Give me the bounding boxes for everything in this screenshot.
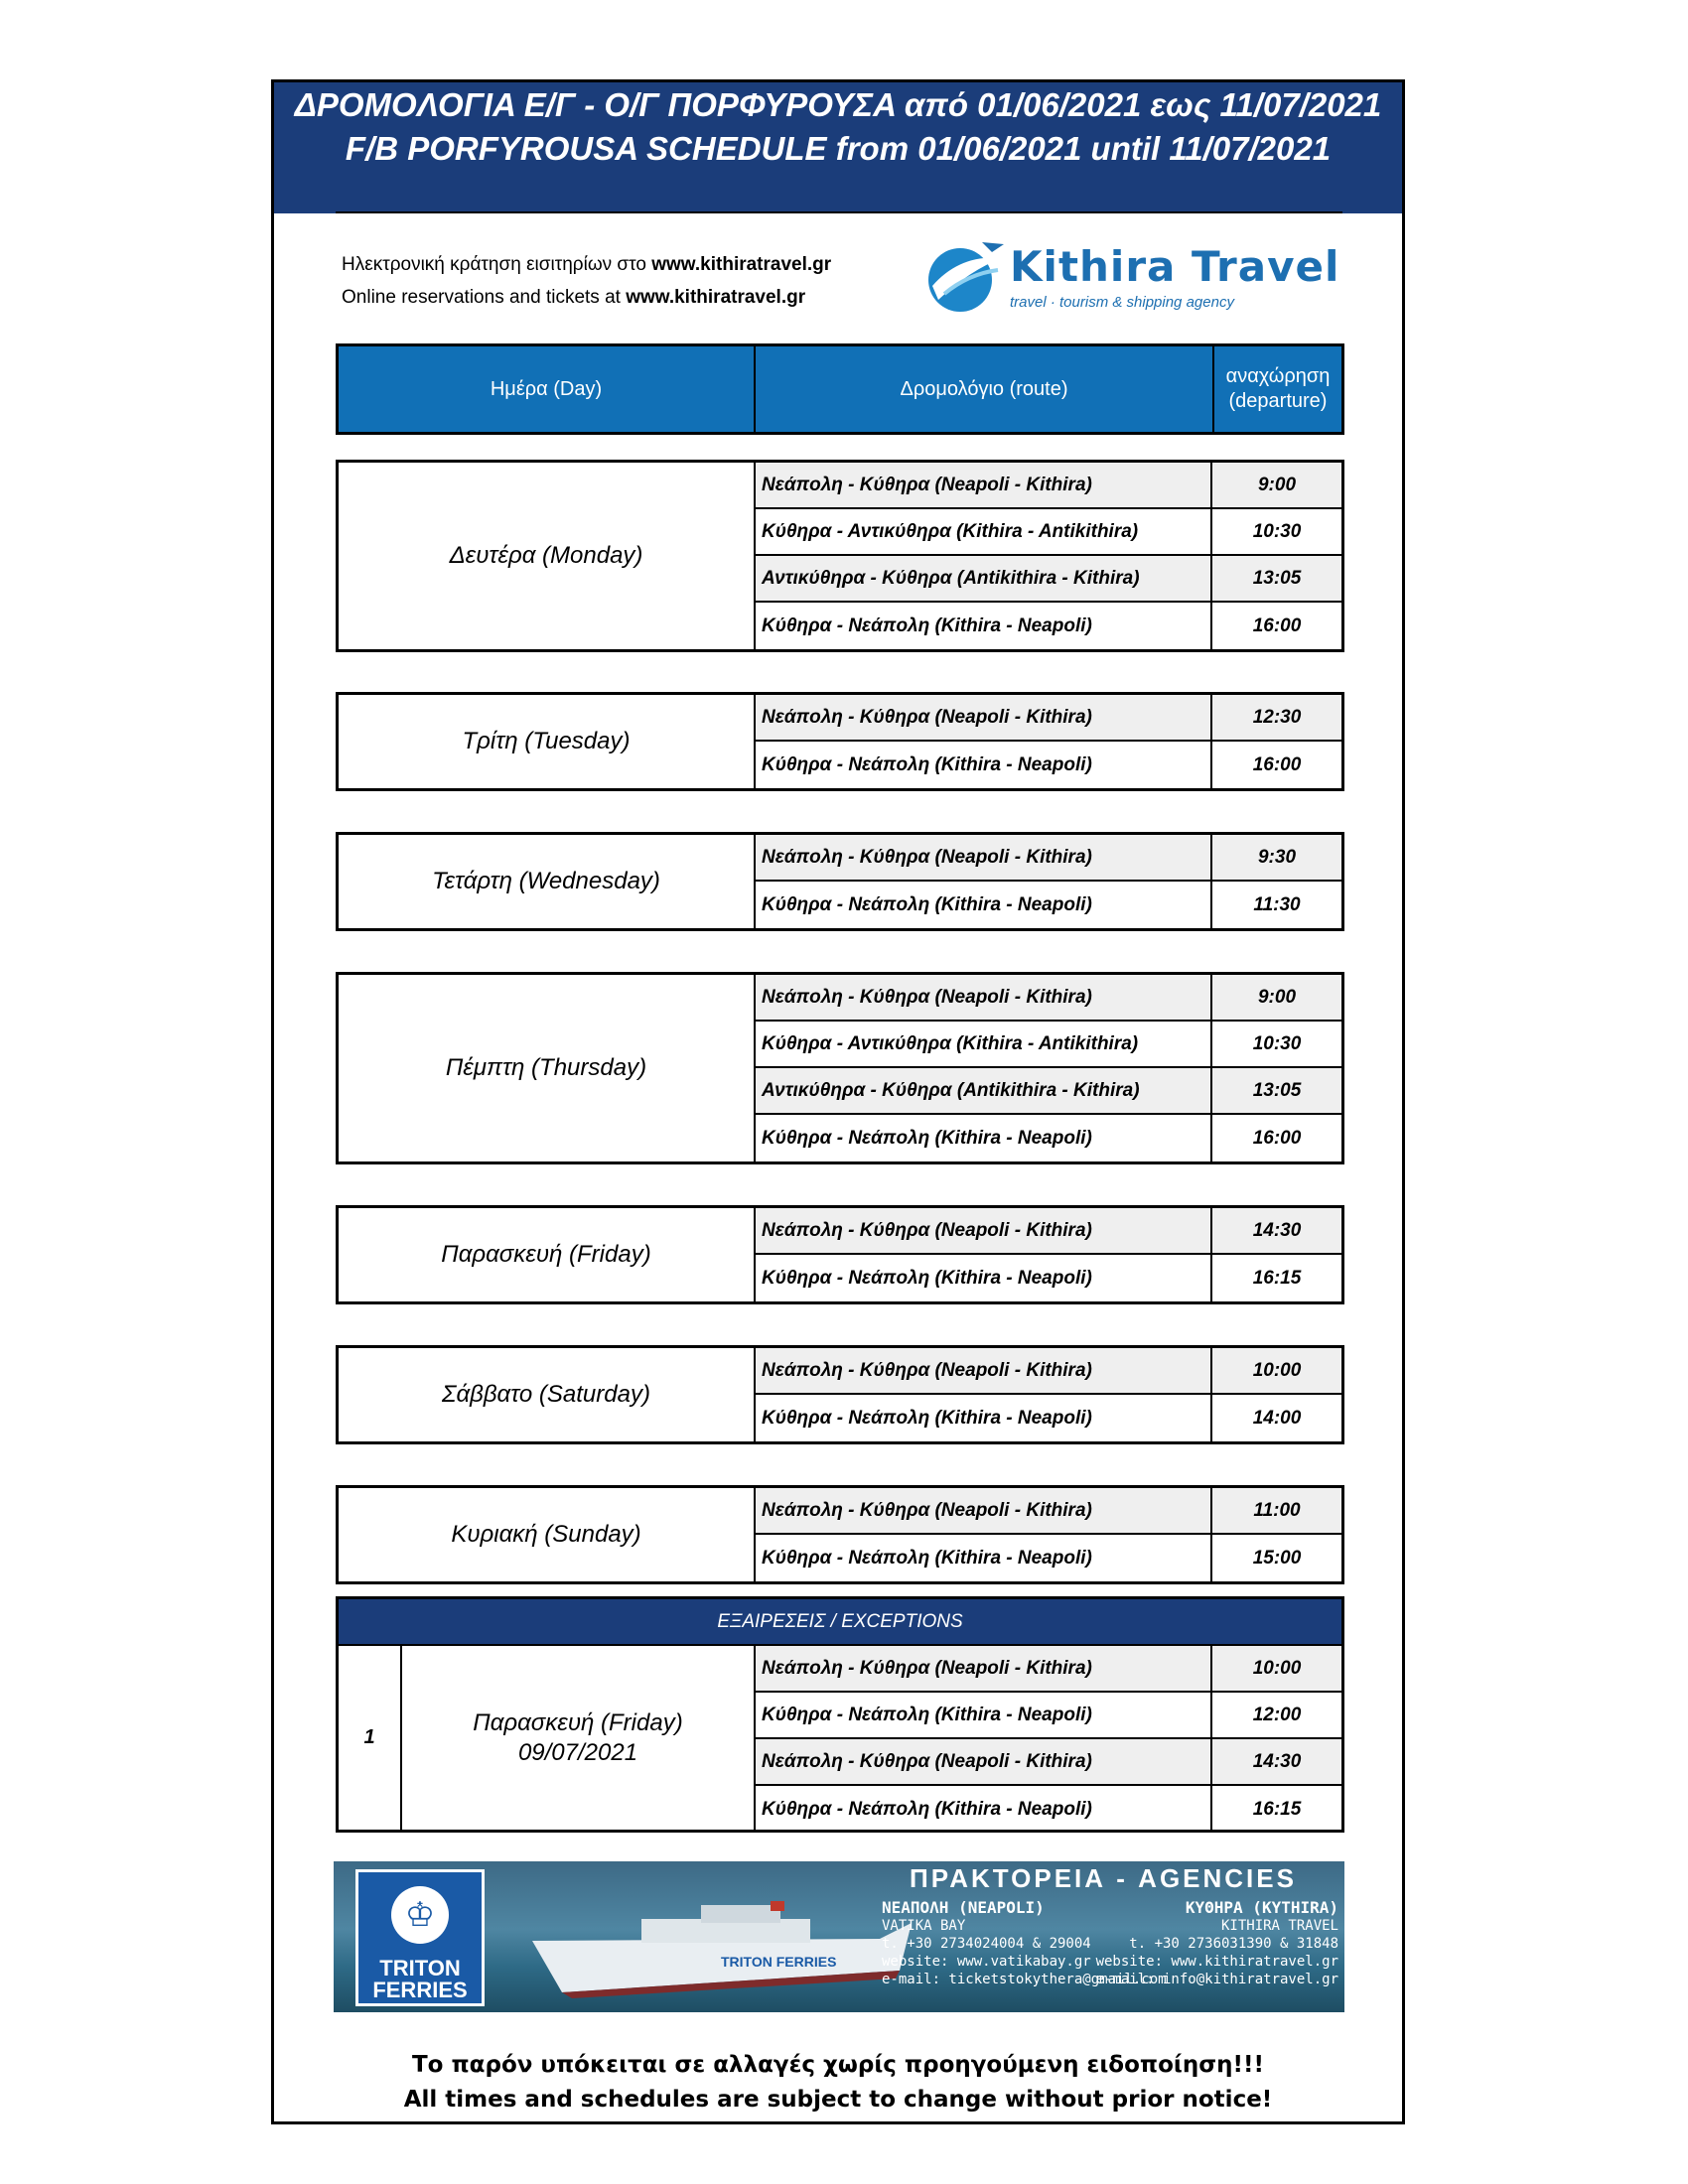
- table-row: Νεάπολη - Κύθηρα (Neapoli - Kithira) 9:00: [756, 463, 1341, 509]
- table-row: Κύθηρα - Νεάπολη (Kithira - Neapoli) 11:30: [756, 882, 1341, 928]
- day-name: Πέμπτη (Thursday): [339, 975, 756, 1161]
- exceptions-title: ΕΞΑΙΡΕΣΕΙΣ / EXCEPTIONS: [339, 1599, 1341, 1646]
- exception-day: Παρασκευή (Friday) 09/07/2021: [402, 1646, 756, 1830]
- table-header: [336, 343, 1344, 435]
- table-row: Κύθηρα - Αντικύθηρα (Kithira - Antikithira) 10:30: [756, 1022, 1341, 1068]
- day-name: Τετάρτη (Wednesday): [339, 835, 756, 928]
- agencies-title: ΠΡΑΚΤΟΡΕΙΑ - AGENCIES: [910, 1863, 1297, 1893]
- table-row: Κύθηρα - Νεάπολη (Kithira - Neapoli) 16:00: [756, 603, 1341, 649]
- day-name: Τρίτη (Tuesday): [339, 695, 756, 788]
- notice-greek: Το παρόν υπόκειται σε αλλαγές χωρίς προηγούμενη ειδοποίηση!!!: [411, 2052, 1264, 2078]
- column-day: Ημέρα (Day): [339, 346, 756, 432]
- table-row: Κύθηρα - Νεάπολη (Kithira - Neapoli) 12:00: [756, 1693, 1341, 1739]
- notice-english: All times and schedules are subject to change without prior notice!: [403, 2087, 1273, 2113]
- table-row: Κύθηρα - Νεάπολη (Kithira - Neapoli) 14:00: [756, 1395, 1341, 1441]
- day-name: Παρασκευή (Friday): [339, 1208, 756, 1301]
- table-row: Νεάπολη - Κύθηρα (Neapoli - Kithira) 10:00: [756, 1348, 1341, 1395]
- schedule-header: [274, 82, 1402, 213]
- brand-tagline: travel · tourism & shipping agency: [1010, 294, 1234, 311]
- table-row: Νεάπολη - Κύθηρα (Neapoli - Kithira) 11:00: [756, 1488, 1341, 1535]
- table-row: Αντικύθηρα - Κύθηρα (Antikithira - Kithira) 13:05: [756, 1068, 1341, 1115]
- agency-neapoli: ΝΕΑΠΟΛΗ (NEAPOLI) VATIKA BAY t. +30 2734024004 & 29004 website: www.vatikabay.gr e-mail: ticketstokythera@gmail.com: [882, 1898, 1167, 1987]
- triton-ferries-logo: ♔ TRITON FERRIES: [355, 1869, 485, 2006]
- booking-link-english[interactable]: www.kithiratravel.gr: [626, 287, 806, 308]
- day-block-wednesday: [336, 832, 1344, 931]
- table-row: Κύθηρα - Νεάπολη (Kithira - Neapoli) 16:15: [756, 1255, 1341, 1301]
- day-block-friday: [336, 1205, 1344, 1304]
- brand-name: Kithira Travel: [1010, 242, 1340, 291]
- ferry-ship-image: [522, 1901, 919, 2000]
- title-greek: ΔΡΟΜΟΛΟΓΙΑ Ε/Γ - Ο/Γ ΠΟΡΦΥΡΟΥΣΑ από 01/06/2021 εως 11/07/2021: [294, 86, 1382, 123]
- table-row: Κύθηρα - Νεάπολη (Kithira - Neapoli) 16:15: [756, 1786, 1341, 1833]
- booking-info: [342, 248, 831, 314]
- table-row: Νεάπολη - Κύθηρα (Neapoli - Kithira) 9:30: [756, 835, 1341, 882]
- booking-english: Online reservations and tickets at: [342, 287, 627, 308]
- day-name: Δευτέρα (Monday): [339, 463, 756, 649]
- table-row: Κύθηρα - Νεάπολη (Kithira - Neapoli) 16:00: [756, 742, 1341, 788]
- table-row: Κύθηρα - Αντικύθηρα (Kithira - Antikithira) 10:30: [756, 509, 1341, 556]
- table-row: Κύθηρα - Νεάπολη (Kithira - Neapoli) 15:00: [756, 1535, 1341, 1581]
- day-name: Σάββατο (Saturday): [339, 1348, 756, 1441]
- day-block-tuesday: [336, 692, 1344, 791]
- globe-plane-icon: [918, 234, 1008, 318]
- exception-number: 1: [339, 1646, 402, 1830]
- booking-greek: Ηλεκτρονική κράτηση εισιτηρίων στο: [342, 254, 652, 275]
- agency-kythira: ΚΥΘΗΡΑ (KYTHIRA) KITHIRA TRAVEL t. +30 2736031390 & 31848 website: www.kithiratravel.gr e-mail: info@kithiratravel.gr: [1095, 1898, 1338, 1987]
- table-row: Κύθηρα - Νεάπολη (Kithira - Neapoli) 16:00: [756, 1115, 1341, 1161]
- divider: [336, 211, 1342, 213]
- table-row: Νεάπολη - Κύθηρα (Neapoli - Kithira) 10:00: [756, 1646, 1341, 1693]
- column-route: Δρομολόγιο (route): [756, 346, 1214, 432]
- agencies-banner: [334, 1861, 1344, 2012]
- day-name: Κυριακή (Sunday): [339, 1488, 756, 1581]
- table-row: Νεάπολη - Κύθηρα (Neapoli - Kithira) 9:00: [756, 975, 1341, 1022]
- kithira-travel-logo: [918, 234, 1355, 318]
- crown-icon: ♔: [391, 1886, 449, 1944]
- day-block-sunday: [336, 1485, 1344, 1584]
- svg-text:TRITON FERRIES: TRITON FERRIES: [721, 1954, 837, 1970]
- day-block-saturday: [336, 1345, 1344, 1444]
- exceptions-block: [336, 1596, 1344, 1833]
- column-departure: αναχώρηση (departure): [1225, 365, 1331, 412]
- title-english: F/B PORFYROUSA SCHEDULE from 01/06/2021 until 11/07/2021: [345, 130, 1332, 167]
- table-row: Νεάπολη - Κύθηρα (Neapoli - Kithira) 14:30: [756, 1208, 1341, 1255]
- table-row: Νεάπολη - Κύθηρα (Neapoli - Kithira) 12:30: [756, 695, 1341, 742]
- day-block-thursday: [336, 972, 1344, 1164]
- table-row: Νεάπολη - Κύθηρα (Neapoli - Kithira) 14:30: [756, 1739, 1341, 1786]
- day-block-monday: [336, 460, 1344, 652]
- table-row: Αντικύθηρα - Κύθηρα (Antikithira - Kithira) 13:05: [756, 556, 1341, 603]
- booking-link-greek[interactable]: www.kithiratravel.gr: [651, 254, 832, 275]
